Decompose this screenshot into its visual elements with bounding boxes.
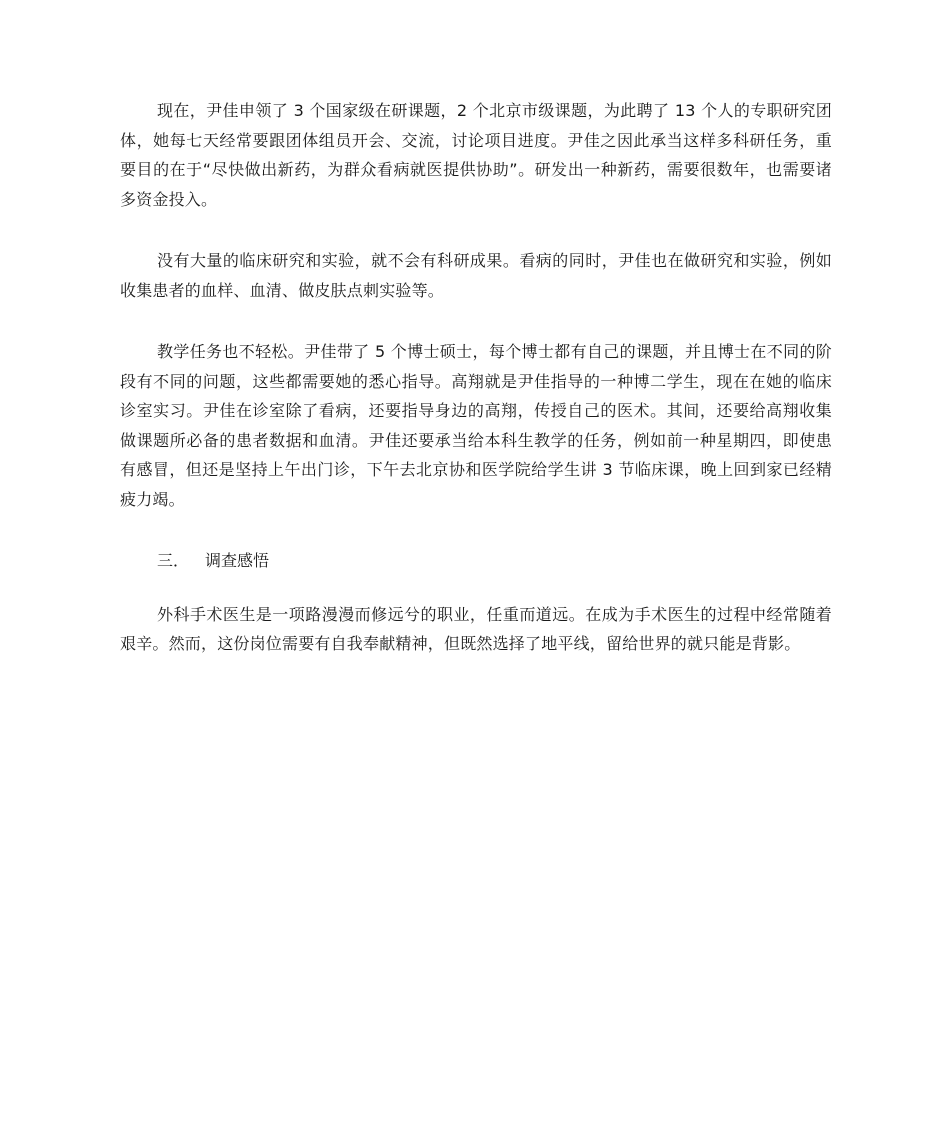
paragraph-research-projects: 现在，尹佳申领了 3 个国家级在研课题，2 个北京市级课题，为此聘了 13 个人的专职研究团体，她每七天经常要跟团体组员开会、交流，讨论项目进度。尹佳之因此承当这样多科研任务，重要目的在于“尽快做出新药，为群众看病就医提供协助”。研发出一种新药，需要很数年，也需要诸多资金投入。: [120, 101, 832, 209]
paragraph-teaching-tasks: 教学任务也不轻松。尹佳带了 5 个博士硕士，每个博士都有自己的课题，并且博士在不同的阶段有不同的问题，这些都需要她的悉心指导。高翔就是尹佳指导的一种博二学生，现在在她的临床诊室实习。尹佳在诊室除了看病，还要指导身边的高翔，传授自己的医术。其间，还要给高翔收集做课题所必备的患者数据和血清。尹佳还要承当给本科生教学的任务，例如前一种星期四，即使患有感冒，但还是坚持上午出门诊，下午去北京协和医学院给学生讲 3 节临床课，晚上回到家已经精疲力竭。: [120, 342, 832, 509]
document-page: [120, 96, 832, 691]
paragraph-clinical-research: 没有大量的临床研究和实验，就不会有科研成果。看病的同时，尹佳也在做研究和实验，例如收集患者的血样、血清、做皮肤点刺实验等。: [120, 251, 832, 300]
paragraph-reflection: 外科手术医生是一项路漫漫而修远兮的职业，任重而道远。在成为手术医生的过程中经常随着艰辛。然而，这份岗位需要有自我奉献精神，但既然选择了地平线，留给世界的就只能是背影。: [120, 604, 832, 653]
section-number: 三．: [157, 551, 190, 570]
section-title: 调查感悟: [205, 551, 270, 570]
section-heading: [120, 546, 832, 576]
